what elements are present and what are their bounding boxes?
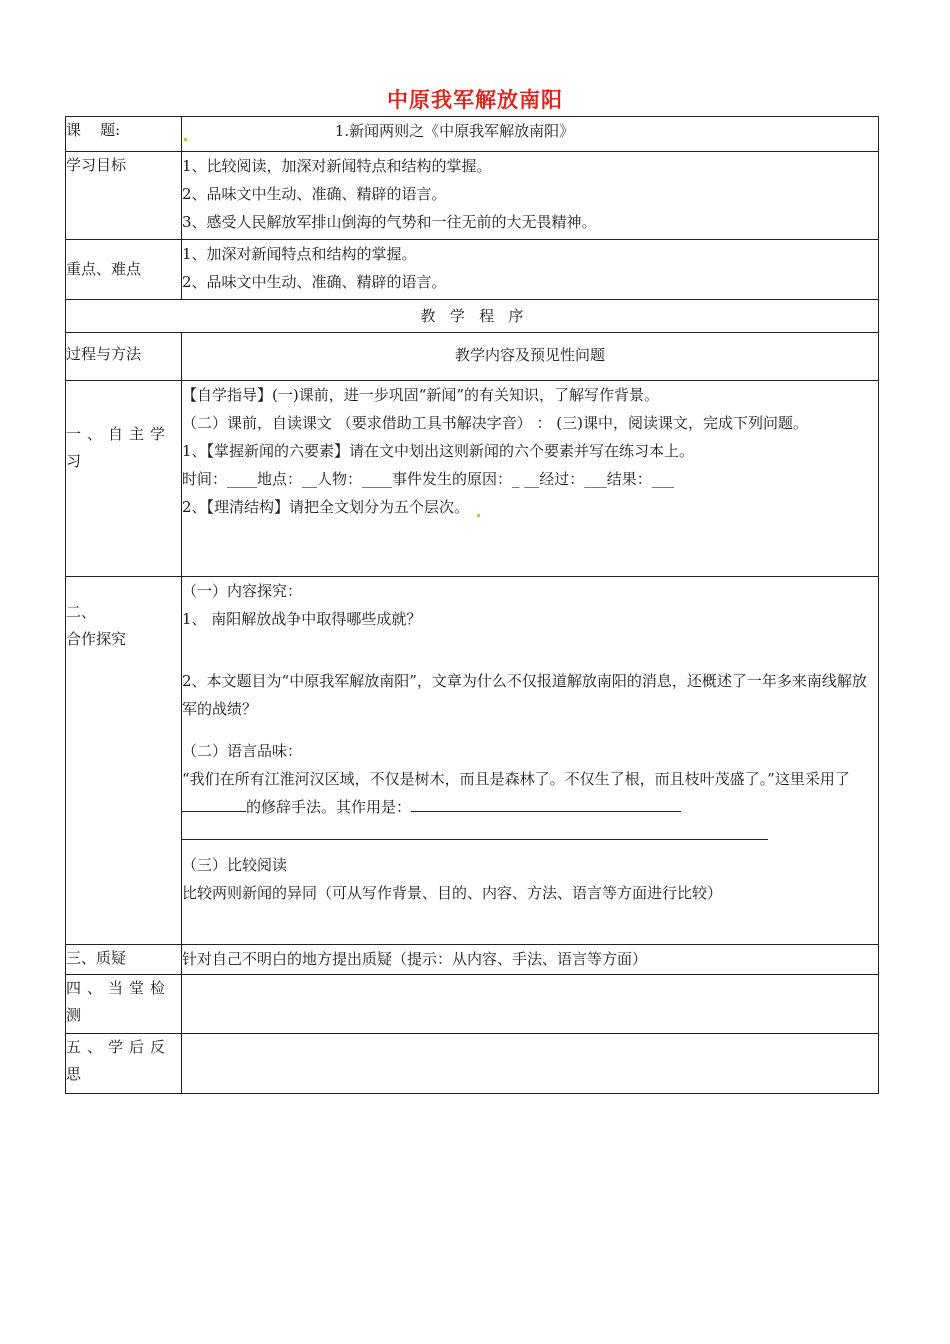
section4-answer-area[interactable] [182, 975, 879, 1034]
content-inquiry-heading: （一）内容探究： [182, 582, 303, 600]
key-points-row [66, 240, 879, 300]
section3-value: 针对自己不明白的地方提出质疑（提示：从内容、手法、语言等方面） [182, 945, 879, 975]
section1-cell [182, 381, 879, 577]
quote-text: “我们在所有江淮河汉区域，不仅是树木，而且是森林了。不仅生了根，而且枝叶茂盛了。”这里采用了 [182, 770, 850, 788]
course-value: 1.新闻两则之《中原我军解放南阳》 [334, 122, 575, 140]
objective-item: 1、比较阅读，加深对新闻特点和结构的掌握。 [182, 157, 492, 175]
method-row [66, 333, 879, 381]
effect-blank[interactable] [411, 795, 681, 812]
section4-row [66, 975, 879, 1034]
procedure-heading: 教 学 程 序 [66, 300, 879, 333]
section2-row [66, 577, 879, 945]
procedure-heading-row [66, 300, 879, 333]
section5-label [66, 1034, 182, 1094]
objective-item: 3、感受人民解放军排山倒海的气势和一往无前的大无畏精神。 [182, 213, 597, 231]
rhetoric-blank[interactable] [182, 795, 246, 812]
structure-task [182, 493, 878, 521]
effect-line [182, 821, 878, 845]
marker-dot [184, 138, 187, 141]
key-points-cell [182, 240, 879, 300]
compare-heading: （三）比较阅读 [182, 856, 288, 874]
section3-row [66, 945, 879, 975]
course-label: 课 题: [66, 117, 182, 152]
course-cell [182, 117, 879, 152]
lesson-plan-table [65, 116, 879, 1094]
section5-answer-area[interactable] [182, 1034, 879, 1094]
six-elements-task: 1、【掌握新闻的六要素】请在文中划出这则新闻的六个要素并写在练习本上。 [182, 442, 695, 460]
question-2: 2、本文题目为“中原我军解放南阳”，文章为什么不仅报道解放南阳的消息，还概述了一年多来南线解放军的战绩？ [182, 672, 867, 718]
section5-label-text: 五、学后反思 [66, 1038, 172, 1083]
quote-mid: 的修辞手法。其作用是： [246, 798, 412, 816]
key-point-item: 1、加深对新闻特点和结构的掌握。 [182, 245, 417, 263]
section4-label [66, 975, 182, 1034]
section2-cell [182, 577, 879, 945]
structure-task-text: 2、【理清结构】请把全文划分为五个层次。 [182, 498, 470, 516]
language-heading: （二）语言品味： [182, 742, 303, 760]
language-quote [182, 765, 878, 821]
section2-label-line2: 合作探究 [66, 630, 127, 648]
page-title: 中原我军解放南阳 [387, 87, 563, 112]
method-label: 过程与方法 [66, 333, 182, 381]
section2-label [66, 577, 182, 945]
compare-task: 比较两则新闻的异同（可从写作背景、目的、内容、方法、语言等方面进行比较） [182, 884, 723, 902]
key-point-item: 2、品味文中生动、准确、精辟的语言。 [182, 273, 447, 291]
section3-label: 三、质疑 [66, 945, 182, 975]
section1-label-text: 一、自主学习 [66, 425, 172, 470]
self-study-task: （二）课前，自读课文 （要求借助工具书解决字音） ： (三)课中，阅读课文，完成下列问题。 [182, 414, 809, 432]
self-study-guide: 【自学指导】(一)课前，进一步巩固“新闻”的有关知识，了解写作背景。 [182, 386, 660, 404]
section1-label [66, 381, 182, 577]
marker-dot [477, 514, 480, 517]
course-row [66, 117, 879, 152]
objectives-row [66, 152, 879, 240]
section4-label-text: 四、当堂检测 [66, 979, 172, 1024]
objectives-label: 学习目标 [66, 152, 182, 240]
effect-blank-2[interactable] [182, 823, 768, 840]
six-elements-blanks: 时间：____地点：__人物：____事件发生的原因：_ __经过：___结果：___ [182, 470, 675, 488]
section1-row [66, 381, 879, 577]
question-1: 1、 南阳解放战争中取得哪些成就？ [182, 610, 422, 628]
section2-label-line1: 二、 [66, 603, 97, 621]
section5-row [66, 1034, 879, 1094]
objectives-cell [182, 152, 879, 240]
key-points-label: 重点、难点 [66, 240, 182, 300]
method-value: 教学内容及预见性问题 [182, 333, 879, 381]
objective-item: 2、品味文中生动、准确、精辟的语言。 [182, 185, 447, 203]
